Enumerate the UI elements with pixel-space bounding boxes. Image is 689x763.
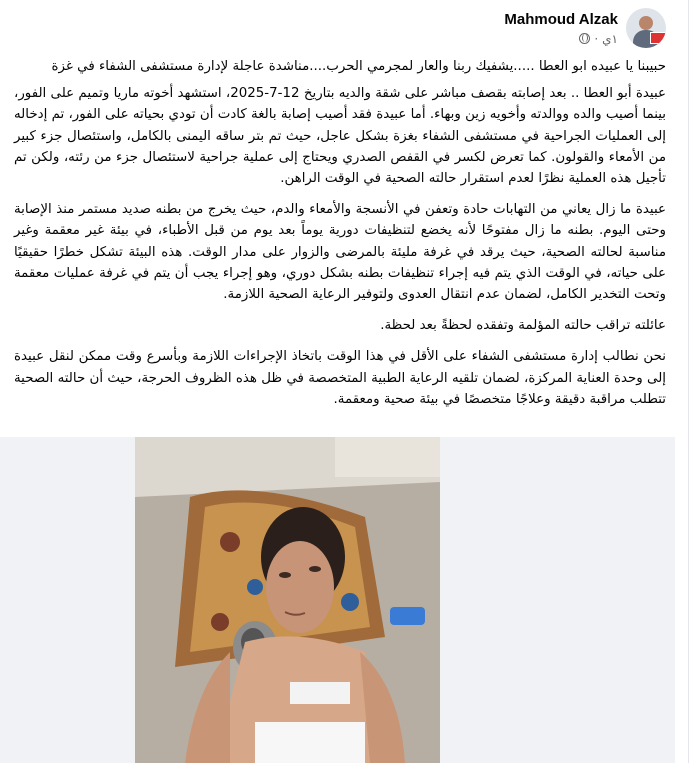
post-paragraph: نحن نطالب إدارة مستشفى الشفاء على الأقل في هذا الوقت باتخاذ الإجراءات اللازمة وبأسرع وقت ممكن لنقل عبيدة إلى وحدة العناية المركزة، لضمان تلقيه الرعاية الطبية المتخصصة في ظل هذه الظروف الحرجة، حيث أن حالته الصحية تتطلب مراقبة دقيقة وعلاجًا متخصصًا في بيئة صحية ومعقمة. <box>14 349 666 407</box>
post-photo[interactable] <box>0 437 675 763</box>
post-paragraph: عبيدة ما زال يعاني من التهابات حادة وتعفن في الأنسجة والأمعاء والدم، حيث يخرج من بطنه صديد مستمر منذ الإصابة وحتى اليوم. بطنه ما زال مفتوحًا لأنه يخضع لتنظيفات دورية يوماً بعد يوم من قبل الأطباء، في بيئة غير معقمة وغير مناسبة لحالته الصحية، حيث يرقد في غرفة مليئة بالمرضى والزوار على مدار الوقت. هذه البيئة تشكل خطرًا حقيقيًا على حياته، في الوقت الذي يتم فيه إجراء تنظيفات بطنه بشكل دوري، وهو إجراء يجب أن يتم في غرفة عمليات معقمة وتحت التخدير الكامل، لضمان عدم انتقال العدوى ولتوفير الرعاية الصحية اللازمة. <box>14 202 666 303</box>
profile-avatar[interactable] <box>626 8 666 48</box>
post-meta <box>504 11 618 46</box>
patient-photo <box>135 437 440 763</box>
author-name[interactable]: Mahmoud Alzak <box>504 10 618 28</box>
post-paragraph: حبيبنا يا عبيده ابو العطا .....يشفيك ربنا والعار لمجرمي الحرب....مناشدة عاجلة لإدارة مستشفى الشفاء في غزة <box>51 59 666 74</box>
post-header <box>12 6 666 50</box>
post-text <box>14 56 666 420</box>
post-paragraph: عائلته تراقب حالته المؤلمة وتفقده لحظةً بعد لحظة. <box>380 318 666 334</box>
post-subline: ١ي · <box>579 32 618 46</box>
post-time[interactable]: ١ي <box>602 31 618 46</box>
post-paragraph: عبيدة أبو العطا .. بعد إصابته بقصف مباشر على شقة والديه بتاريخ 12-7-2025، استشهد أخوته ماريا وتميم على الفور، بينما أصيب والده ووالدته وأخويه زين وبهاء. أما عبيدة فقد أصيب إصابة بالغة كادت أن تودي بحياته على الفور، تم إدخاله إلى العمليات الجراحية في مستشفى الشفاء بغزة بشكل عاجل، حيث تم بتر ساقه اليمنى بالكامل، واستئصال جزء كبير من الأمعاء والقولون. كما تعرض لكسر في القفص الصدري ويحتاج إلى عملية جراحية لاستئصال جزء من رئته، ولكن تم تأجيل هذه العملية نظرًا لعدم استقرار حالته الصحية في الوقت الراهن. <box>14 86 667 187</box>
globe-icon <box>579 33 590 44</box>
